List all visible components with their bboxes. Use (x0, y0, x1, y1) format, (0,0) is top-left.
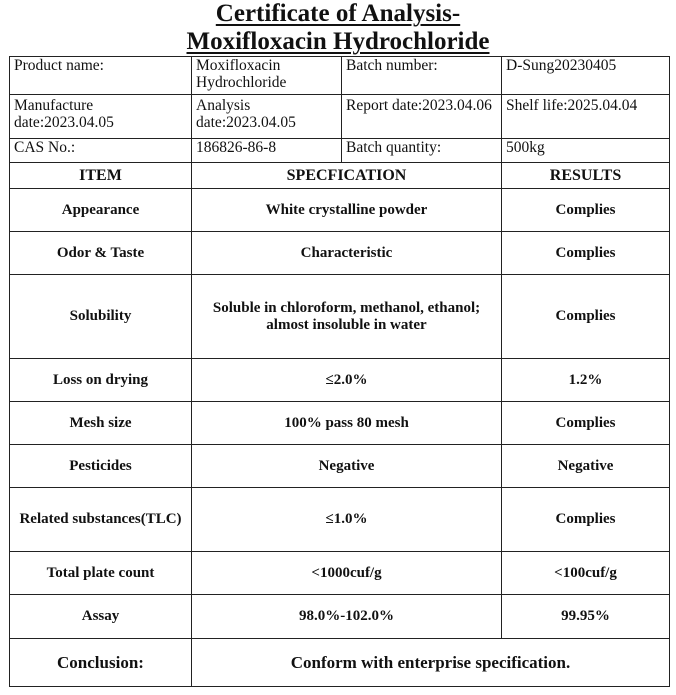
spec-cell: Characteristic (192, 232, 502, 275)
conclusion-text: Conform with enterprise specification. (192, 639, 670, 687)
manufacture-date: Manufacture date:2023.04.05 (10, 95, 192, 139)
table-row (10, 552, 670, 595)
batch-number-label: Batch number: (342, 57, 502, 95)
info-row (10, 57, 670, 95)
coa-table (9, 56, 670, 687)
document-title-line1: Certificate of Analysis- (215, 0, 461, 27)
spec-cell: Soluble in chloroform, methanol, ethanol; almost insoluble in water (192, 275, 502, 359)
spec-cell: Negative (192, 445, 502, 488)
result-cell: Negative (502, 445, 670, 488)
table-row (10, 402, 670, 445)
result-cell: <100cuf/g (502, 552, 670, 595)
item-cell: Mesh size (10, 402, 192, 445)
document-title-line2: Moxifloxacin Hydrochloride (186, 28, 490, 55)
product-name-value: Moxifloxacin Hydrochloride (192, 57, 342, 95)
table-row (10, 232, 670, 275)
column-header-item: ITEM (10, 163, 192, 189)
item-cell: Solubility (10, 275, 192, 359)
product-name-label: Product name: (10, 57, 192, 95)
result-cell: Complies (502, 232, 670, 275)
result-cell: Complies (502, 275, 670, 359)
item-cell: Loss on drying (10, 359, 192, 402)
report-date: Report date:2023.04.06 (342, 95, 502, 139)
spec-cell: White crystalline powder (192, 189, 502, 232)
conclusion-label: Conclusion: (10, 639, 192, 687)
spec-cell: ≤1.0% (192, 488, 502, 552)
column-header-results: RESULTS (502, 163, 670, 189)
item-cell: Appearance (10, 189, 192, 232)
table-row (10, 595, 670, 639)
info-row (10, 95, 670, 139)
spec-cell: 98.0%-102.0% (192, 595, 502, 639)
header-row (10, 163, 670, 189)
table-row (10, 445, 670, 488)
spec-cell: <1000cuf/g (192, 552, 502, 595)
table-row (10, 359, 670, 402)
table-row (10, 275, 670, 359)
table-row (10, 488, 670, 552)
item-cell: Assay (10, 595, 192, 639)
spec-cell: ≤2.0% (192, 359, 502, 402)
item-cell: Related substances(TLC) (10, 488, 192, 552)
item-cell: Odor & Taste (10, 232, 192, 275)
batch-quantity-label: Batch quantity: (342, 139, 502, 163)
analysis-date: Analysis date:2023.04.05 (192, 95, 342, 139)
table-row (10, 189, 670, 232)
cas-value: 186826-86-8 (192, 139, 342, 163)
result-cell: Complies (502, 189, 670, 232)
item-cell: Pesticides (10, 445, 192, 488)
info-row (10, 139, 670, 163)
result-cell: Complies (502, 488, 670, 552)
batch-quantity-value: 500kg (502, 139, 670, 163)
result-cell: Complies (502, 402, 670, 445)
batch-number-value: D-Sung20230405 (502, 57, 670, 95)
column-header-specification: SPECFICATION (192, 163, 502, 189)
spec-cell: 100% pass 80 mesh (192, 402, 502, 445)
result-cell: 99.95% (502, 595, 670, 639)
result-cell: 1.2% (502, 359, 670, 402)
conclusion-row (10, 639, 670, 687)
cas-label: CAS No.: (10, 139, 192, 163)
shelf-life: Shelf life:2025.04.04 (502, 95, 670, 139)
item-cell: Total plate count (10, 552, 192, 595)
